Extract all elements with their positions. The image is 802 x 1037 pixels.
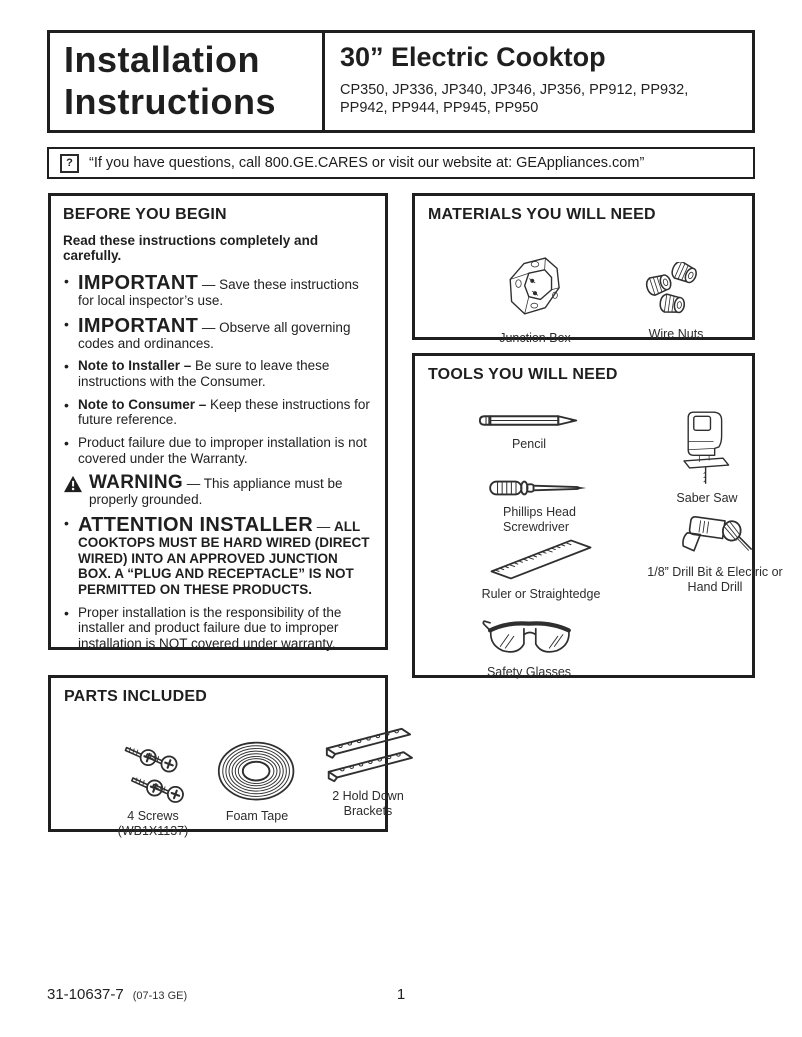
tools-item-label: Phillips Head Screwdriver bbox=[503, 505, 576, 534]
instruction-item: • Note to Consumer – Keep these instructions for future reference. bbox=[63, 397, 373, 428]
junction-box-icon bbox=[504, 248, 566, 326]
saber-saw-icon bbox=[679, 408, 735, 486]
wire-nuts-icon bbox=[644, 262, 708, 322]
parts-item-screws bbox=[105, 740, 201, 839]
doc-title-line2: Instructions bbox=[64, 81, 277, 122]
parts-item-hold-down-brackets bbox=[315, 726, 421, 819]
tools-heading: TOOLS YOU WILL NEED bbox=[428, 366, 618, 383]
question-mark-icon: ? bbox=[60, 154, 79, 173]
screws-icon bbox=[113, 740, 193, 804]
before-you-begin-heading: BEFORE YOU BEGIN bbox=[63, 206, 227, 223]
tools-item-label: Ruler or Straightedge bbox=[481, 587, 601, 601]
section-parts-included bbox=[48, 675, 404, 838]
materials-heading: MATERIALS YOU WILL NEED bbox=[428, 206, 656, 223]
instruction-list bbox=[63, 273, 373, 652]
parts-item-label: 2 Hold Down Brackets bbox=[332, 789, 404, 818]
header bbox=[47, 30, 755, 133]
ruler-icon bbox=[483, 536, 599, 582]
materials-item-junction-box bbox=[491, 248, 579, 346]
instruction-item: • Proper installation is the responsibility of the installer and product failure due to improper installation is NOT covered under warranty. bbox=[63, 605, 373, 652]
model-numbers bbox=[340, 81, 752, 117]
product-header bbox=[325, 33, 752, 130]
instruction-item-warning: WARNING — This appliance must be properly grounded. bbox=[63, 473, 373, 508]
parts-item-foam-tape bbox=[209, 740, 305, 824]
section-materials bbox=[412, 193, 755, 345]
before-you-begin-intro: Read these instructions completely and carefully. bbox=[63, 233, 319, 263]
pencil-icon bbox=[475, 412, 583, 429]
materials-item-label: Wire Nuts bbox=[648, 327, 704, 341]
doc-title bbox=[50, 33, 325, 130]
tools-item-phillips-screwdriver bbox=[481, 476, 599, 535]
product-title: 30” Electric Cooktop bbox=[340, 42, 606, 72]
document-number: 31-10637-7 bbox=[47, 986, 124, 1003]
instruction-item: • IMPORTANT — Save these instructions for local inspector’s use. bbox=[63, 273, 373, 309]
parts-item-label: Foam Tape bbox=[225, 809, 289, 823]
tools-item-pencil bbox=[465, 412, 593, 452]
tools-item-label: 1/8” Drill Bit & Electric or Hand Drill bbox=[647, 565, 783, 594]
tools-item-saber-saw bbox=[669, 408, 745, 506]
safety-glasses-icon bbox=[478, 616, 580, 660]
parts-item-label: 4 Screws (WB1X1137) bbox=[117, 809, 189, 838]
materials-item-wire-nuts bbox=[631, 262, 721, 342]
model-numbers-line1: CP350, JP336, JP340, JP346, JP356, PP912, PP932, bbox=[340, 82, 689, 98]
materials-item-label: Junction Box bbox=[499, 331, 571, 345]
instruction-item-attention: • ATTENTION INSTALLER — ALL COOKTOPS MUST BE HARD WIRED (DIRECT WIRED) INTO AN APPROVED JUNCTION BOX. A “PLUG AND RECEPTACLE” IS NOT PERMITTED ON THESE PRODUCTS. bbox=[63, 515, 373, 598]
doc-title-line1: Installation bbox=[64, 39, 261, 80]
help-text: “If you have questions, call 800.GE.CARES or visit our website at: GEAppliances.com” bbox=[89, 155, 645, 171]
instruction-item: • Product failure due to improper installation is not covered under the Warranty. bbox=[63, 435, 373, 466]
tools-item-label: Saber Saw bbox=[676, 491, 738, 505]
tools-item-label: Pencil bbox=[511, 437, 547, 451]
help-bar bbox=[47, 147, 755, 179]
foam-tape-icon bbox=[215, 740, 299, 804]
tools-item-safety-glasses bbox=[473, 616, 585, 680]
section-before-you-begin bbox=[48, 193, 388, 650]
hold-down-brackets-icon bbox=[321, 726, 415, 784]
instruction-item: • IMPORTANT — Observe all governing codes and ordinances. bbox=[63, 316, 373, 352]
instruction-item: • Note to Installer – Be sure to leave these instructions with the Consumer. bbox=[63, 358, 373, 389]
document-revision: (07-13 GE) bbox=[132, 990, 188, 1002]
phillips-screwdriver-icon bbox=[488, 476, 592, 500]
warning-triangle-icon bbox=[63, 475, 83, 493]
parts-heading: PARTS INCLUDED bbox=[64, 688, 207, 705]
drill-icon bbox=[670, 510, 760, 560]
section-tools bbox=[412, 353, 783, 679]
tools-item-ruler bbox=[475, 536, 607, 602]
tools-item-label: Safety Glasses bbox=[486, 665, 572, 679]
model-numbers-line2: PP942, PP944, PP945, PP950 bbox=[340, 100, 539, 116]
tools-item-drill bbox=[631, 510, 799, 595]
page-number: 1 bbox=[396, 986, 406, 1003]
